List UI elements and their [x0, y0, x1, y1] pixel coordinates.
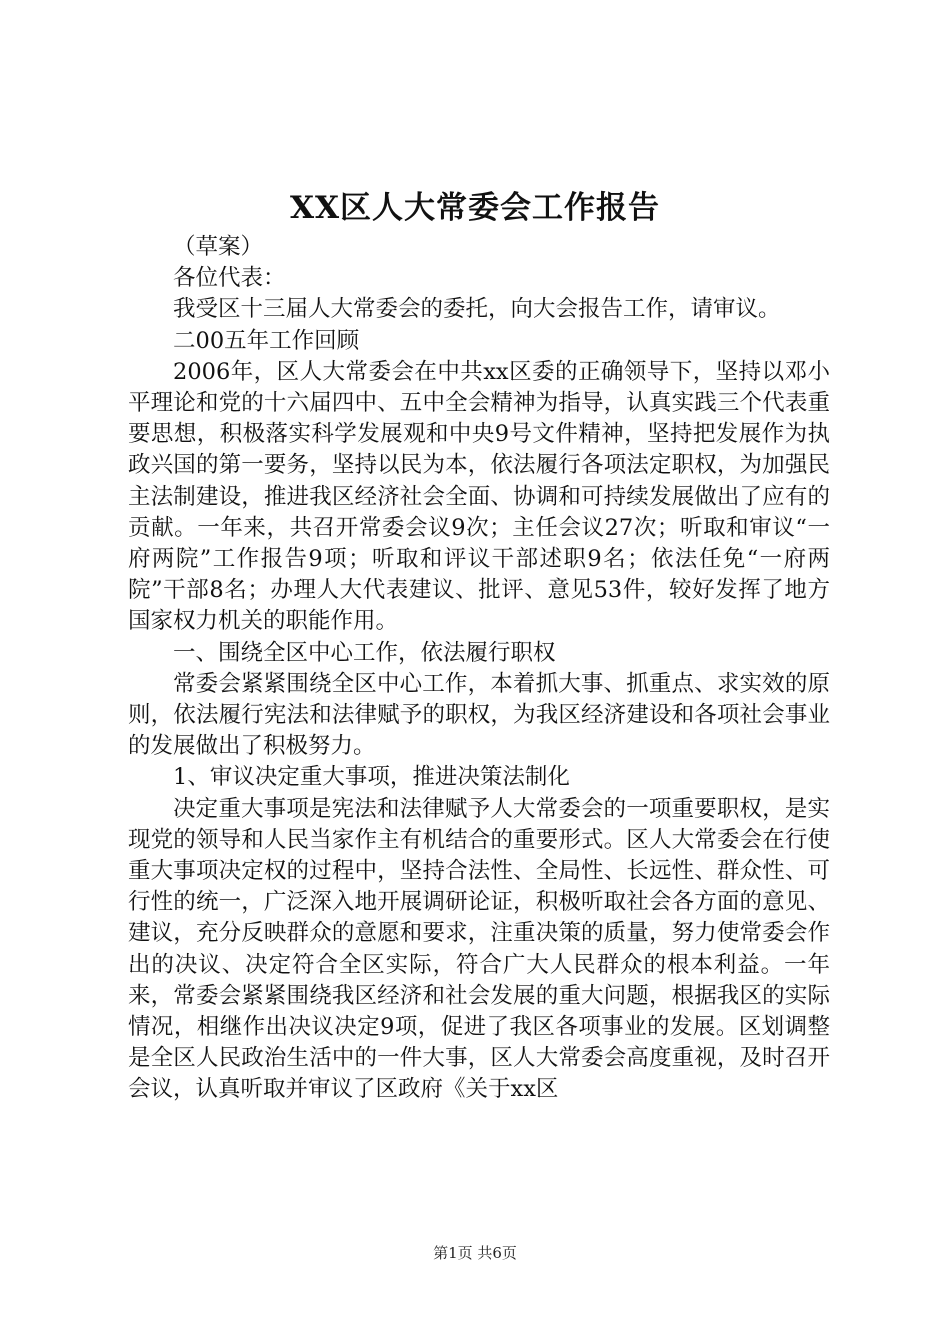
- salutation: 各位代表：: [173, 265, 286, 292]
- section-heading: 一、围绕全区中心工作，依法履行职权: [173, 639, 556, 666]
- body-paragraph: 我受区十三届人大常委会的委托，向大会报告工作，请审议。: [173, 296, 781, 323]
- body-paragraph: 2006年，区人大常委会在中共xx区委的正确领导下，坚持以邓小平理论和党的十六届四中、五中全会精神为指导，认真实践三个代表重要思想，积极落实科学发展观和中央9号文件精神，坚持把发展作为执政兴国的第一要务，坚持以民为本，依法履行各项法定职权，为加强民主法制建设，推进我区经济社会全面、协调和可持续发展做出了应有的贡献。一年来，共召开常委会议9次；主任会议27次；听取和审议“一府两院”工作报告9项；听取和评议干部述职9名；依法任免“一府两院”干部8名；办理人大代表建议、批评、意见53件，较好发挥了地方国家权力机关的职能作用。: [128, 358, 830, 635]
- section-heading: 二00五年工作回顾: [173, 327, 360, 354]
- subsection-heading: 1、审议决定重大事项，推进决策法制化: [173, 764, 570, 791]
- document-title: XX区人大常委会工作报告: [289, 190, 661, 226]
- draft-label: （草案）: [173, 234, 264, 260]
- body-paragraph: 决定重大事项是宪法和法律赋予人大常委会的一项重要职权，是实现党的领导和人民当家作主有机结合的重要形式。区人大常委会在行使重大事项决定权的过程中，坚持合法性、全局性、长远性、群众性、可行性的统一，广泛深入地开展调研论证，积极听取社会各方面的意见、建议，充分反映群众的意愿和要求，注重决策的质量，努力使常委会作出的决议、决定符合全区实际，符合广大人民群众的根本利益。一年来，常委会紧紧围绕我区经济和社会发展的重大问题，根据我区的实际情况，相继作出决议决定9项，促进了我区各项事业的发展。区划调整是全区人民政治生活中的一件大事，区人大常委会高度重视，及时召开会议，认真听取并审议了区政府《关于xx区: [128, 795, 830, 1103]
- document-body: [128, 232, 830, 1106]
- body-paragraph: 常委会紧紧围绕全区中心工作，本着抓大事、抓重点、求实效的原则，依法履行宪法和法律赋予的职权，为我区经济建设和各项社会事业的发展做出了积极努力。: [128, 670, 830, 760]
- page-footer: 第1页 共6页: [433, 1244, 517, 1262]
